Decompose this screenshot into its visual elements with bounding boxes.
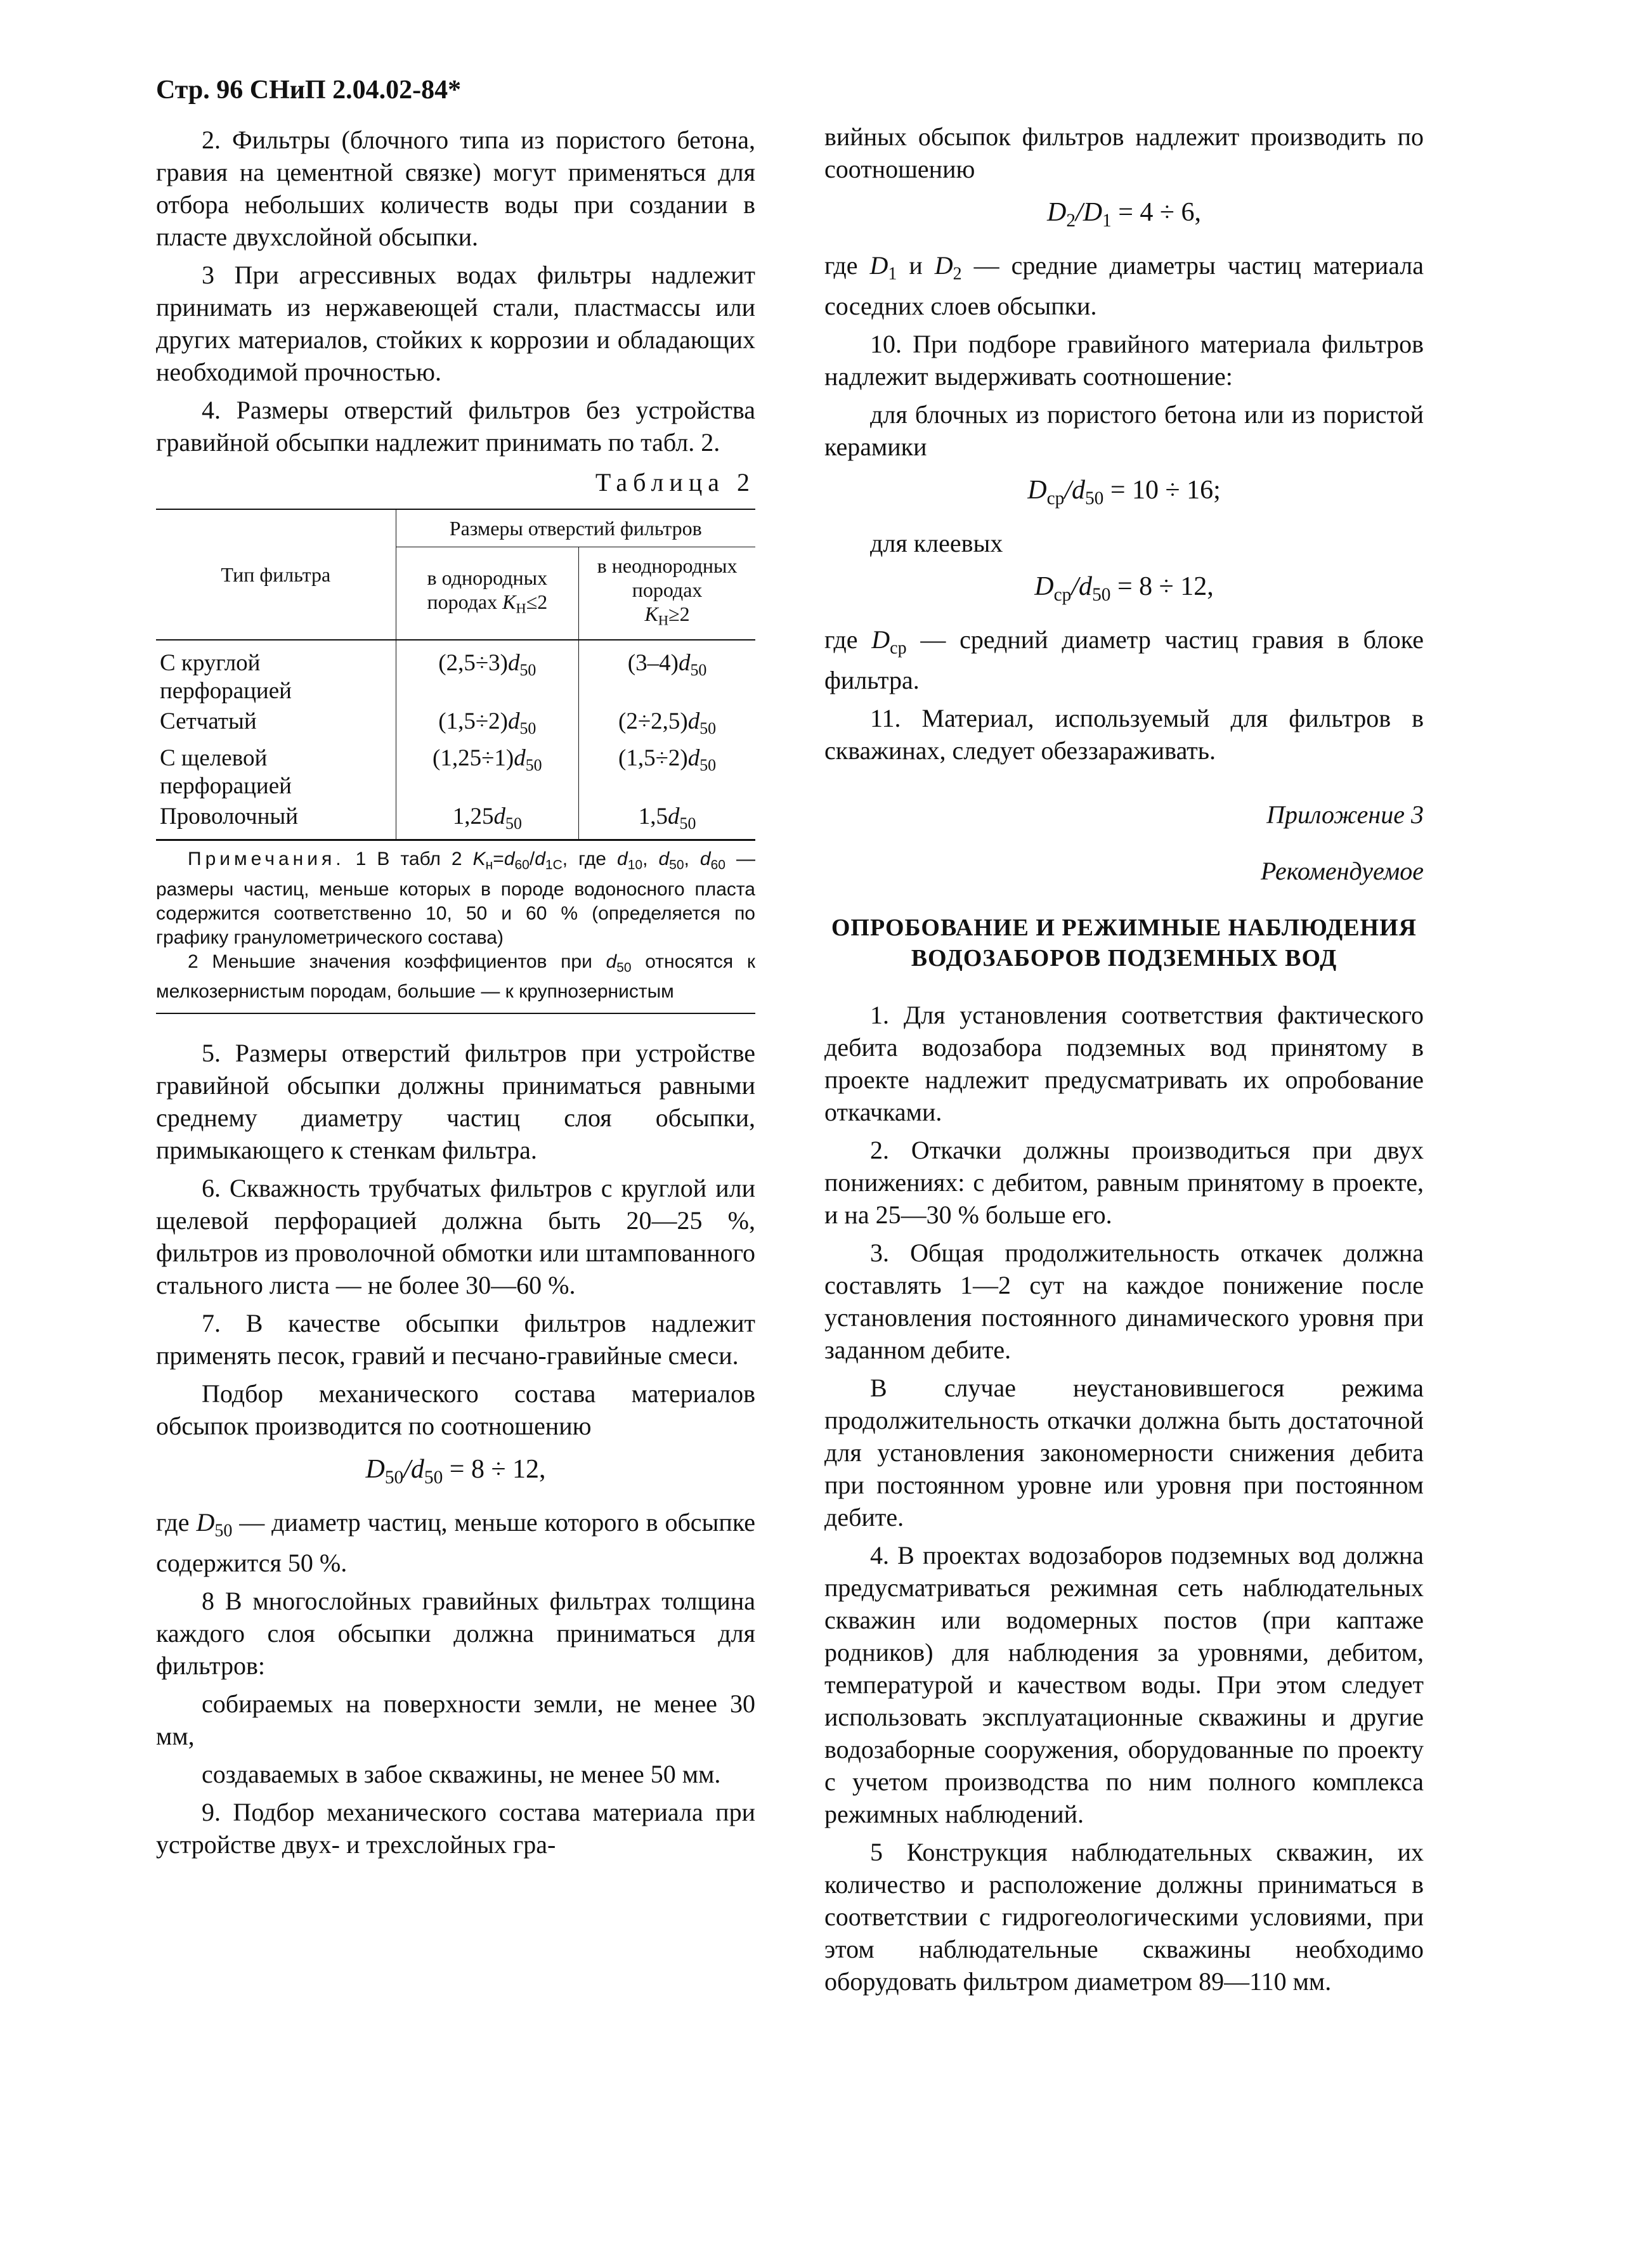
recommended-label: Рекомендуемое — [1260, 857, 1424, 886]
paragraph-8b: создаваемых в забое скважины, не менее 50 мм. — [202, 1760, 721, 1789]
note-1: Примечания. 1 В табл 2 $K_н=d_{60}/d_{1С}$, где $d_{10}$, $d_{50}$, $d_{60}$ — размеры частиц, меньше которых в породе водоносного пласта содержится соответственно 10, 50 и 60 % (определяется по графику гранулометрического состава) — [156, 840, 755, 949]
paragraph-8: 8 В многослойных гравийных фильтрах толщина каждого слоя обсыпки должна приниматься для фильтров: — [156, 1587, 755, 1681]
formula-block: $D_{ср}/d_{50} = 10 \div 16$; — [1027, 476, 1221, 509]
table-row: С круглой перфорацией $(2,5\div 3)d_{50}$ $(3-4)d_{50}$ — [156, 640, 755, 706]
paragraph-7c: где $D_{50}$ — диаметр частиц, меньше которого в обсыпке содержится 50 %. — [156, 1507, 756, 1578]
formula-d2-d1: $D_2/D_1 = 4 \div 6$, — [1047, 198, 1201, 231]
paragraph-9: 9. Подбор механического состава материала при устройстве двух- и трехслойных гра- — [156, 1798, 755, 1859]
table-row: Сетчатый $(1,5\div 2)d_{50}$ $(2\div 2,5)d_{50}$ — [156, 706, 755, 744]
filter-table — [156, 509, 755, 840]
paragraph-9c: где $D_1$ и $D_2$ — средние диаметры частиц материала соседних слоев обсыпки. — [824, 250, 1424, 321]
table-row: Проволочный $1,25d_{50}$ $1,5d_{50}$ — [156, 802, 755, 840]
left-column — [156, 124, 755, 1866]
section-title: ОПРОБОВАНИЕ И РЕЖИМНЫЕ НАБЛЮДЕНИЯ ВОДОЗАБОРОВ ПОДЗЕМНЫХ ВОД — [831, 914, 1417, 972]
table-row: С щелевой перфорацией $(1,25\div 1)d_{50}$ $(1,5\div 2)d_{50}$ — [156, 743, 755, 802]
formula-glued: $D_{ср}/d_{50} = 8 \div 12$, — [1034, 572, 1214, 605]
header-opening-sizes: Размеры отверстий фильтров — [396, 509, 755, 547]
paragraph-11: 11. Материал, используемый для фильтров в скважинах, следует обеззараживать. — [824, 704, 1424, 765]
page-header: Стр. 96 СНиП 2.04.02-84* — [156, 75, 462, 105]
paragraph-6: 6. Скважность трубчатых фильтров с круглой или щелевой перфорацией должна быть 20—25 %, фильтров из проволочной обмотки или штампованного стального листа — не более 30—60 %. — [156, 1173, 755, 1299]
note-2: 2 Меньшие значения коэффициентов при $d_{50}$ относятся к мелкозернистым породам, большие — к крупнозернистым — [156, 951, 755, 1002]
paragraph-9-continued: вийных обсыпок фильтров надлежит производить по соотношению — [824, 122, 1424, 183]
appendix-paragraph-3b: В случае неустановившегося режима продолжительность откачки должна быть достаточной для установления закономерности снижения дебита при постоянном уровне или уровня при постоянном дебите. — [824, 1374, 1424, 1532]
paragraph-5: 5. Размеры отверстий фильтров при устройстве гравийной обсыпки должны приниматься равными среднему диаметру частиц слоя обсыпки, примыкающего к стенкам фильтра. — [156, 1038, 755, 1164]
paragraph-8a: собираемых на поверхности земли, не менее 30 мм, — [156, 1689, 755, 1751]
paragraph-7: 7. В качестве обсыпки фильтров надлежит применять песок, гравий и песчано-гравийные смеси. — [156, 1308, 755, 1370]
paragraph-10: 10. При подборе гравийного материала фильтров надлежит выдерживать соотношение: — [824, 330, 1424, 391]
appendix-paragraph-1: 1. Для установления соответствия фактического дебита водозабора подземных вод принятому в проекте надлежит предусматривать их опробование откачками. — [824, 1001, 1424, 1127]
paragraph-4: 4. Размеры отверстий фильтров без устройства гравийной обсыпки надлежит принимать по табл. 2. — [156, 396, 755, 457]
paragraph-10c: где $D_{ср}$ — средний диаметр частиц гравия в блоке фильтра. — [824, 625, 1424, 695]
appendix-label: Приложение 3 — [1266, 800, 1424, 829]
appendix-paragraph-2: 2. Откачки должны производиться при двух понижениях: с дебитом, равным принятому в проекте, и на 25—30 % больше его. — [824, 1136, 1424, 1230]
paragraph-3: 3 При агрессивных водах фильтры надлежит принимать из нержавеющей стали, пластмассы или других материалов, стойких к коррозии и обладающих необходимой прочностью. — [156, 261, 755, 386]
paragraph-10b: для клеевых — [870, 529, 1003, 558]
table-notes — [156, 840, 755, 1014]
header-heterogeneous: в неоднородных породах $K_H\ge 2$ — [579, 547, 755, 640]
appendix-paragraph-3: 3. Общая продолжительность откачек должна составлять 1—2 сут на каждое понижение после установления постоянного динамического уровня при заданном дебите. — [824, 1239, 1424, 1365]
appendix-paragraph-4: 4. В проектах водозаборов подземных вод должна предусматриваться режимная сеть наблюдательных скважин или водомерных постов (при каптаже родников) для наблюдения за уровнями, дебитом, температурой и качеством воды. При этом следует использовать эксплуатационные скважины и другие водозаборные сооружения, оборудованные по проекту с учетом производства по ним полного комплекса режимных наблюдений. — [824, 1541, 1424, 1829]
formula-d50: $D_{50}/d_{50} = 8 \div 12$, — [365, 1454, 546, 1488]
right-column — [824, 120, 1424, 2003]
header-filter-type: Тип фильтра — [156, 509, 396, 640]
table-caption: Таблица 2 — [595, 468, 755, 497]
appendix-paragraph-5: 5 Конструкция наблюдательных скважин, их количество и расположение должны приниматься в соответствии с гидрогеологическими условиями, при этом наблюдательные скважины необходимо оборудовать фильтром диаметром 89—110 мм. — [824, 1838, 1424, 1996]
header-homogeneous: в однородных породах $K_H\le 2$ — [396, 547, 579, 640]
paragraph-10a: для блочных из пористого бетона или из пористой керамики — [824, 400, 1424, 462]
paragraph-7b: Подбор механического состава материалов обсыпок производится по соотношению — [156, 1379, 755, 1440]
paragraph-2: 2. Фильтры (блочного типа из пористого бетона, гравия на цементной связке) могут применяться для отбора небольших количеств воды при создании в пласте двухслойной обсыпки. — [156, 126, 755, 251]
